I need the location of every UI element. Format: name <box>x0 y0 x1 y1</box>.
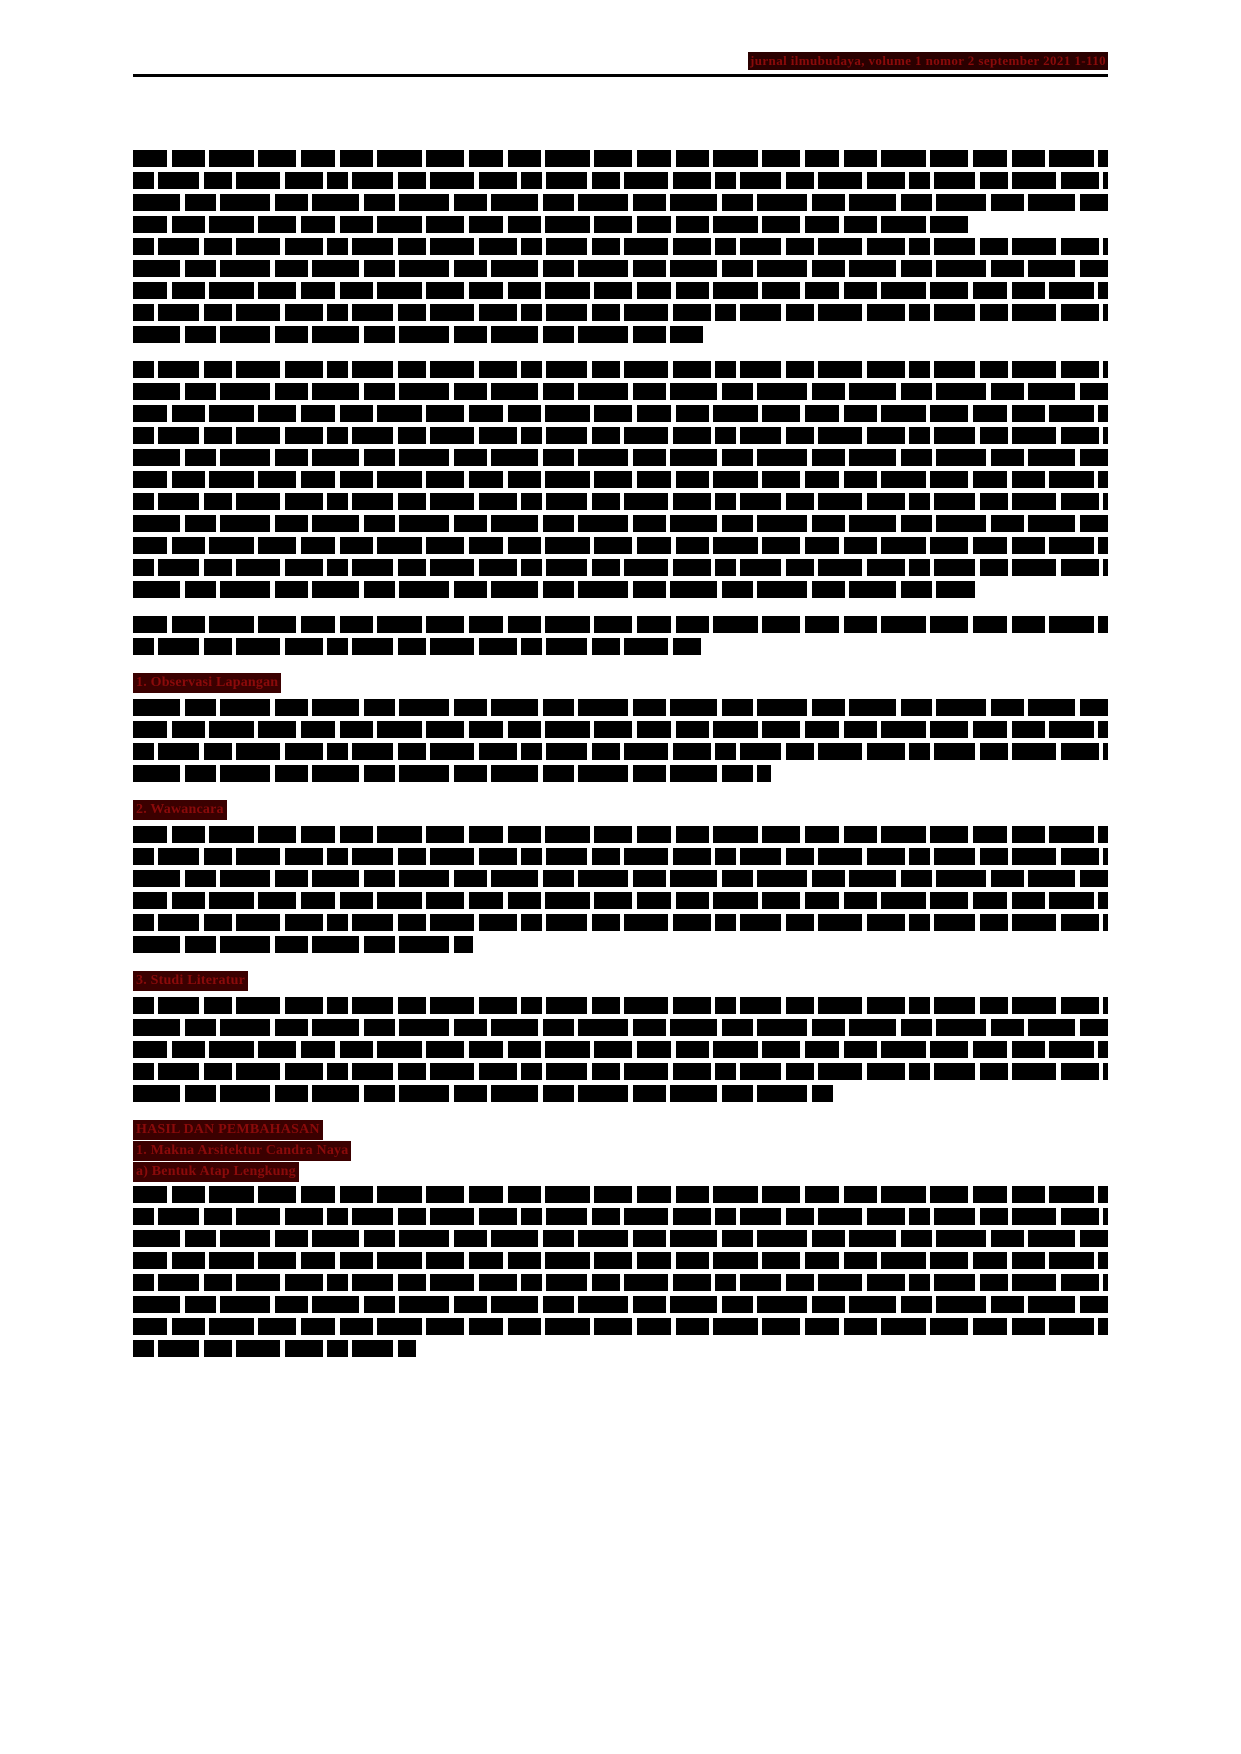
text-line <box>133 1230 1108 1247</box>
text-line <box>133 721 1108 738</box>
text-line <box>133 699 1108 716</box>
text-line <box>133 361 1108 378</box>
paragraph-block <box>133 616 1108 655</box>
text-line <box>133 1041 1108 1058</box>
text-line <box>133 997 1108 1014</box>
text-line <box>133 743 1108 760</box>
text-line <box>133 559 1108 576</box>
text-line <box>133 936 473 953</box>
text-line <box>133 1063 1108 1080</box>
text-line <box>133 1340 416 1357</box>
text-line <box>133 383 1108 400</box>
text-line <box>133 1296 1108 1313</box>
text-line <box>133 1186 1108 1203</box>
subsubsection-heading: a) Bentuk Atap Lengkung <box>133 1162 299 1182</box>
text-line <box>133 1318 1108 1335</box>
text-line <box>133 537 1108 554</box>
section-heading: 2. Wawancara <box>133 800 227 820</box>
text-line <box>133 1252 1108 1269</box>
header-rule <box>133 74 1108 77</box>
text-line <box>133 216 971 233</box>
text-line <box>133 616 1108 633</box>
text-line <box>133 238 1108 255</box>
text-line <box>133 826 1108 843</box>
text-line <box>133 765 771 782</box>
document-body <box>133 150 1108 1375</box>
section-heading: 3. Studi Literatur <box>133 971 248 991</box>
text-line <box>133 282 1108 299</box>
text-line <box>133 914 1108 931</box>
text-line <box>133 1019 1108 1036</box>
running-title: jurnal ilmubudaya, volume 1 nomor 2 september 2021 1-110 <box>750 53 1106 68</box>
text-line <box>133 304 1108 321</box>
text-line <box>133 515 1108 532</box>
paragraph-block <box>133 361 1108 598</box>
heading-hasil-group <box>133 1120 1108 1182</box>
text-line <box>133 449 1108 466</box>
paragraph-block <box>133 826 1108 953</box>
text-line <box>133 150 1108 167</box>
text-line <box>133 471 1108 488</box>
text-line <box>133 1274 1108 1291</box>
text-line <box>133 581 975 598</box>
text-line <box>133 848 1108 865</box>
text-line <box>133 260 1108 277</box>
text-line <box>133 194 1108 211</box>
paragraph-block <box>133 150 1108 343</box>
text-line <box>133 493 1108 510</box>
section-heading: HASIL DAN PEMBAHASAN <box>133 1120 323 1140</box>
text-line <box>133 1208 1108 1225</box>
text-line <box>133 638 701 655</box>
text-line <box>133 870 1108 887</box>
heading-wawancara-wrap <box>133 800 1108 826</box>
heading-studi-wrap <box>133 971 1108 997</box>
subsection-heading: 1. Makna Arsitektur Candra Naya <box>133 1141 351 1161</box>
text-line <box>133 427 1108 444</box>
text-line <box>133 892 1108 909</box>
page-header <box>133 52 1108 82</box>
heading-observasi-wrap <box>133 673 1108 699</box>
paragraph-block <box>133 699 1108 782</box>
paragraph-block <box>133 1186 1108 1357</box>
text-line <box>133 1085 833 1102</box>
section-heading: 1. Observasi Lapangan <box>133 673 281 693</box>
paragraph-block <box>133 997 1108 1102</box>
text-line <box>133 326 703 343</box>
text-line <box>133 405 1108 422</box>
text-line <box>133 172 1108 189</box>
